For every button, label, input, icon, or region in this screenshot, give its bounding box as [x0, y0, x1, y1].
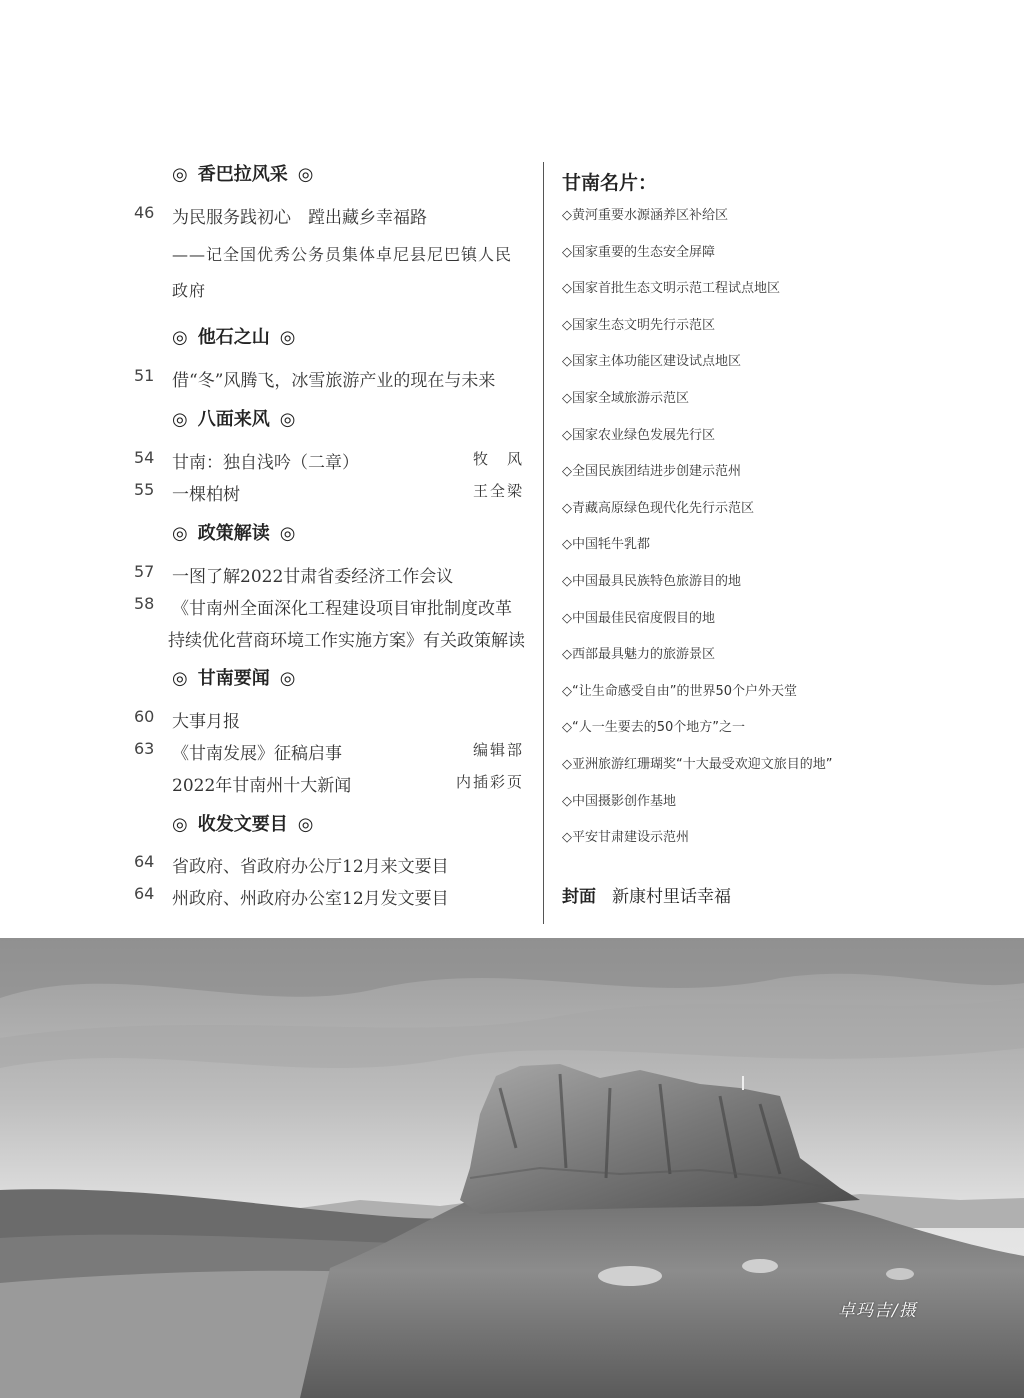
author: 内插彩页: [455, 773, 524, 791]
sidebar-title: 甘南名片：: [562, 172, 658, 194]
sidebar-list-item: ◇国家生态文明先行示范区: [562, 317, 715, 333]
sidebar-list-item: ◇“人一生要去的50个地方”之一: [562, 720, 746, 736]
sidebar-list-item: ◇中国最佳民宿度假目的地: [562, 610, 715, 626]
author: 王全梁: [472, 482, 524, 500]
sidebar-list-item: ◇国家主体功能区建设试点地区: [562, 354, 741, 370]
section-heading: ◎ 八面来风 ◎: [172, 409, 296, 430]
photo-credit: 卓玛吉/摄: [838, 1301, 917, 1321]
section-heading: ◎ 甘南要闻 ◎: [172, 668, 296, 689]
sidebar-list-item: ◇黄河重要水源涵养区补给区: [562, 208, 728, 223]
section-heading: ◎ 收发文要目 ◎: [172, 814, 314, 835]
rock-landscape-image: [0, 938, 1024, 1398]
sidebar-list-item: ◇“让生命感受自由”的世界50个户外天堂: [562, 683, 798, 699]
sidebar-list-item: ◇国家农业绿色发展先行区: [562, 427, 715, 443]
landscape-photo: [0, 938, 1024, 1398]
sidebar-list-item: ◇平安甘肃建设示范州: [562, 830, 689, 846]
sidebar-list-item: ◇中国摄影创作基地: [562, 793, 676, 809]
sidebar-list-item: ◇中国最具民族特色旅游目的地: [562, 573, 741, 589]
sidebar-list-item: ◇国家重要的生态安全屏障: [562, 244, 715, 260]
sidebar-list-item: ◇国家首批生态文明示范工程试点地区: [562, 281, 780, 297]
sidebar-list-item: ◇国家全域旅游示范区: [562, 390, 689, 406]
sidebar-list-item: ◇青藏高原绿色现代化先行示范区: [562, 500, 754, 516]
sidebar-list-item: ◇亚洲旅游红珊瑚奖“十大最受欢迎文旅目的地”: [562, 756, 833, 772]
sidebar-list: [562, 198, 832, 857]
sidebar-list-item: ◇全国民族团结进步创建示范州: [562, 464, 741, 480]
sidebar-list-item: ◇中国牦牛乳都: [562, 537, 650, 553]
table-of-contents: ◎ 香巴拉风采 ◎ ◎ 他石之山 ◎ ◎ 八面来风 ◎ ◎ 政策解读 ◎ ◎ 甘南要闻 ◎ ◎ 收发文要目 ◎ 46 为民服务践初心 蹚出藏乡幸福路 ——记全国优秀公务员集体卓尼县尼巴镇人民政府 51 借“冬”风腾飞，冰雪旅游产业的现在与未来 54 甘南：独自浅吟（二章） 牧 风 55 一棵柏树 王全梁 57 一图了解2022甘肃省委经济工作会议 58 《甘南州全面深化工程建设项目审批制度改革 持续优化营商环境工作实施方案》有关政策解读 60 大事月报 63 《甘南发展》征稿启事 编辑部 2022年甘南州十大新闻 内插彩页 64 省政府、省政府办公厅12月来文要目 64 州政府、州政府办公室12月发文要目: [0, 0, 545, 930]
cover-label: 封面: [562, 887, 596, 907]
section-heading: ◎ 他石之山 ◎: [172, 327, 296, 348]
cover-text: 新康村里话幸福: [612, 887, 731, 907]
author: 编辑部: [472, 741, 524, 759]
author: 牧 风: [472, 450, 524, 468]
sidebar-list-item: ◇西部最具魅力的旅游景区: [562, 647, 715, 663]
toc-entry-subtitle: ——记全国优秀公务员集体卓尼县尼巴镇人民政府: [172, 245, 513, 300]
section-heading: ◎ 香巴拉风采 ◎: [172, 164, 314, 185]
cover-caption: [562, 882, 731, 907]
section-heading: ◎ 政策解读 ◎: [172, 523, 296, 544]
column-divider: [543, 162, 544, 924]
